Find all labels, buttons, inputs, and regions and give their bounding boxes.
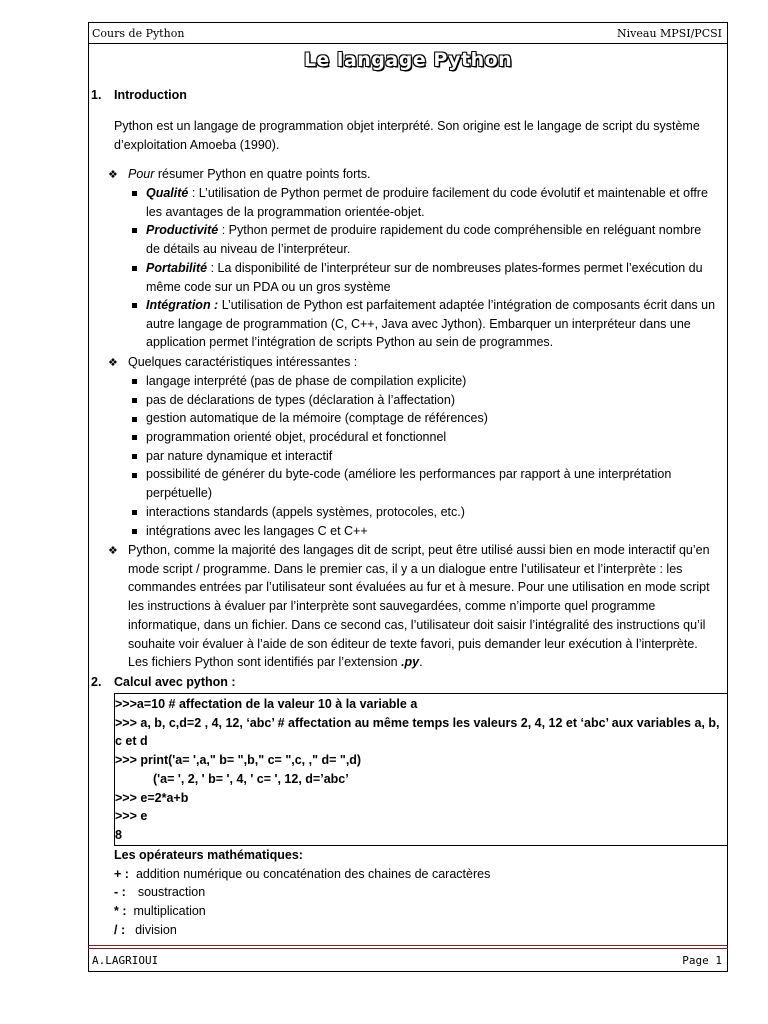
operator-row: [114, 921, 714, 940]
operator-desc: soustraction: [137, 885, 206, 900]
strength-label: Productivité: [146, 223, 219, 237]
strength-item: [146, 184, 716, 221]
square-bullet-icon: [132, 417, 137, 422]
file-extension: .py: [401, 655, 420, 670]
square-bullet-icon: [132, 191, 137, 196]
code-line: >>> e=2*a+b: [115, 790, 189, 805]
square-bullet-icon: [132, 266, 137, 271]
bullet-emphasis: Pour: [128, 167, 155, 181]
feature-item: langage interprété (pas de phase de compilation explicite): [146, 374, 467, 388]
section-title: Introduction: [114, 88, 187, 102]
operators-list: [114, 846, 714, 940]
page-title: Le langage Python: [303, 49, 513, 71]
square-bullet-icon: [132, 435, 137, 440]
feature-item: programmation orienté objet, procédural et fonctionnel: [146, 430, 447, 444]
strength-text: : La disponibilité de l’interpréteur sur de nombreuses plates-formes permet l’exécution du même code sur un PDA ou un gros système: [146, 261, 703, 294]
bullet-modes-paragraph: [128, 541, 718, 672]
square-bullet-icon: [132, 473, 137, 478]
diamond-bullet-icon: ❖: [108, 545, 118, 557]
square-bullet-icon: [132, 379, 137, 384]
diamond-bullet-icon: ❖: [108, 357, 118, 369]
section-title: Calcul avec python :: [114, 675, 236, 689]
code-line: >>>a=10 # affectation de la valeur 10 à la variable a: [115, 697, 418, 711]
footer-page-number: Page 1: [682, 954, 722, 967]
square-bullet-icon: [132, 529, 137, 534]
feature-item: par nature dynamique et interactif: [146, 449, 333, 463]
operator-row: [114, 902, 714, 921]
operator-desc: addition numérique ou concaténation des chaines de caractères: [135, 866, 491, 881]
operator-row: [114, 883, 714, 902]
operator-symbol: / :: [114, 922, 126, 937]
operator-row: [114, 865, 714, 884]
strength-item: [146, 221, 716, 258]
feature-item: gestion automatique de la mémoire (comptage de références): [146, 411, 488, 425]
strength-label: Portabilité: [146, 261, 208, 275]
strength-text: : Python permet de produire rapidement du code compréhensible en reléguant nombre de détails au niveau de l’interpréteur.: [146, 223, 702, 256]
footer-author: A.LAGRIOUI: [92, 954, 159, 967]
strength-text: : L’utilisation de Python permet de produire facilement du code évolutif et maintenable et offre les avantages de la programmation orientée-objet.: [146, 186, 708, 219]
bullet-strengths-intro: [128, 165, 718, 184]
strength-label: Qualité: [146, 186, 189, 200]
section-number: 2.: [91, 675, 102, 689]
section-number: 1.: [91, 88, 102, 102]
square-bullet-icon: [132, 398, 137, 403]
feature-item: intégrations avec les langages C et C++: [146, 524, 368, 538]
square-bullet-icon: [132, 303, 137, 308]
operator-symbol: + :: [114, 866, 129, 881]
modes-text: Python, comme la majorité des langages dit de script, peut être utilisé aussi bien en mode interactif qu’en mode script / programme. Dans le premier cas, il y a un dialogue entre l’utilisateur et l’interprète : les commandes entrées par l’utilisateur sont évaluées au fur et à mesure. Pour une utilisation en mode script les instructions à évaluer par l’interprète sont sauvegardées, comme n’importe quel programme informatique, dans un fichier. Dans ce second cas, l’utilisateur doit saisir l’intégralité des instructions qu’il souhaite voir évaluer à l’aide de son éditeur de texte favori, puis demander leur exécution à l’interprète. Les fichiers Python sont identifiés par l’extension: [128, 543, 710, 670]
diamond-bullet-icon: ❖: [108, 169, 118, 181]
code-line: 8: [115, 827, 122, 842]
feature-item: pas de déclarations de types (déclaration à l’affectation): [146, 393, 455, 407]
feature-item: possibilité de générer du byte-code (améliore les performances par rapport à une interprétation perpétuelle): [146, 467, 672, 500]
operator-desc: multiplication: [133, 904, 206, 919]
modes-end: .: [419, 655, 423, 670]
operator-symbol: * :: [114, 904, 127, 919]
header-divider: [88, 43, 728, 44]
header-course: Cours de Python: [92, 27, 185, 40]
operators-title: Les opérateurs mathématiques:: [114, 848, 303, 862]
square-bullet-icon: [132, 510, 137, 515]
code-example-box: [114, 693, 728, 846]
intro-paragraph: Python est un langage de programmation objet interprété. Son origine est le langage de script du système d’exploitation Amoeba (1990).: [114, 119, 700, 152]
operator-symbol: - :: [114, 885, 126, 900]
strength-label: Intégration :: [146, 298, 219, 312]
header-level: Niveau MPSI/PCSI: [617, 27, 722, 40]
code-line: ('a= ', 2, ' b= ', 4, ' c= ', 12, d=’abc’: [153, 771, 349, 786]
strength-item: [146, 259, 716, 296]
square-bullet-icon: [132, 228, 137, 233]
bullet-text: résumer Python en quatre points forts.: [154, 167, 371, 181]
page-header: [88, 24, 728, 42]
operator-desc: division: [135, 922, 177, 937]
square-bullet-icon: [132, 454, 137, 459]
feature-item: interactions standards (appels systèmes, protocoles, etc.): [146, 505, 465, 519]
code-line: >>> a, b, c,d=2 , 4, 12, ‘abc’ # affectation au même temps les valeurs 2, 4, 12 et ‘abc’ aux variables a, b, c et d: [115, 715, 720, 749]
strength-item: [146, 296, 716, 352]
strength-text: L’utilisation de Python est parfaitement adaptée l’intégration de composants écrit dans un autre langage de programmation (C, C++, Java avec Jython). Embarquer un interpréteur dans une application permet l’intégration de scripts Python au sein de programmes.: [146, 298, 716, 350]
code-line: >>> print('a= ',a," b= ",b," c= ",c, ," d= ",d): [115, 753, 362, 768]
footer-divider: [88, 945, 728, 949]
bullet-features-intro: Quelques caractéristiques intéressantes :: [128, 355, 358, 369]
code-line: >>> e: [115, 809, 148, 824]
